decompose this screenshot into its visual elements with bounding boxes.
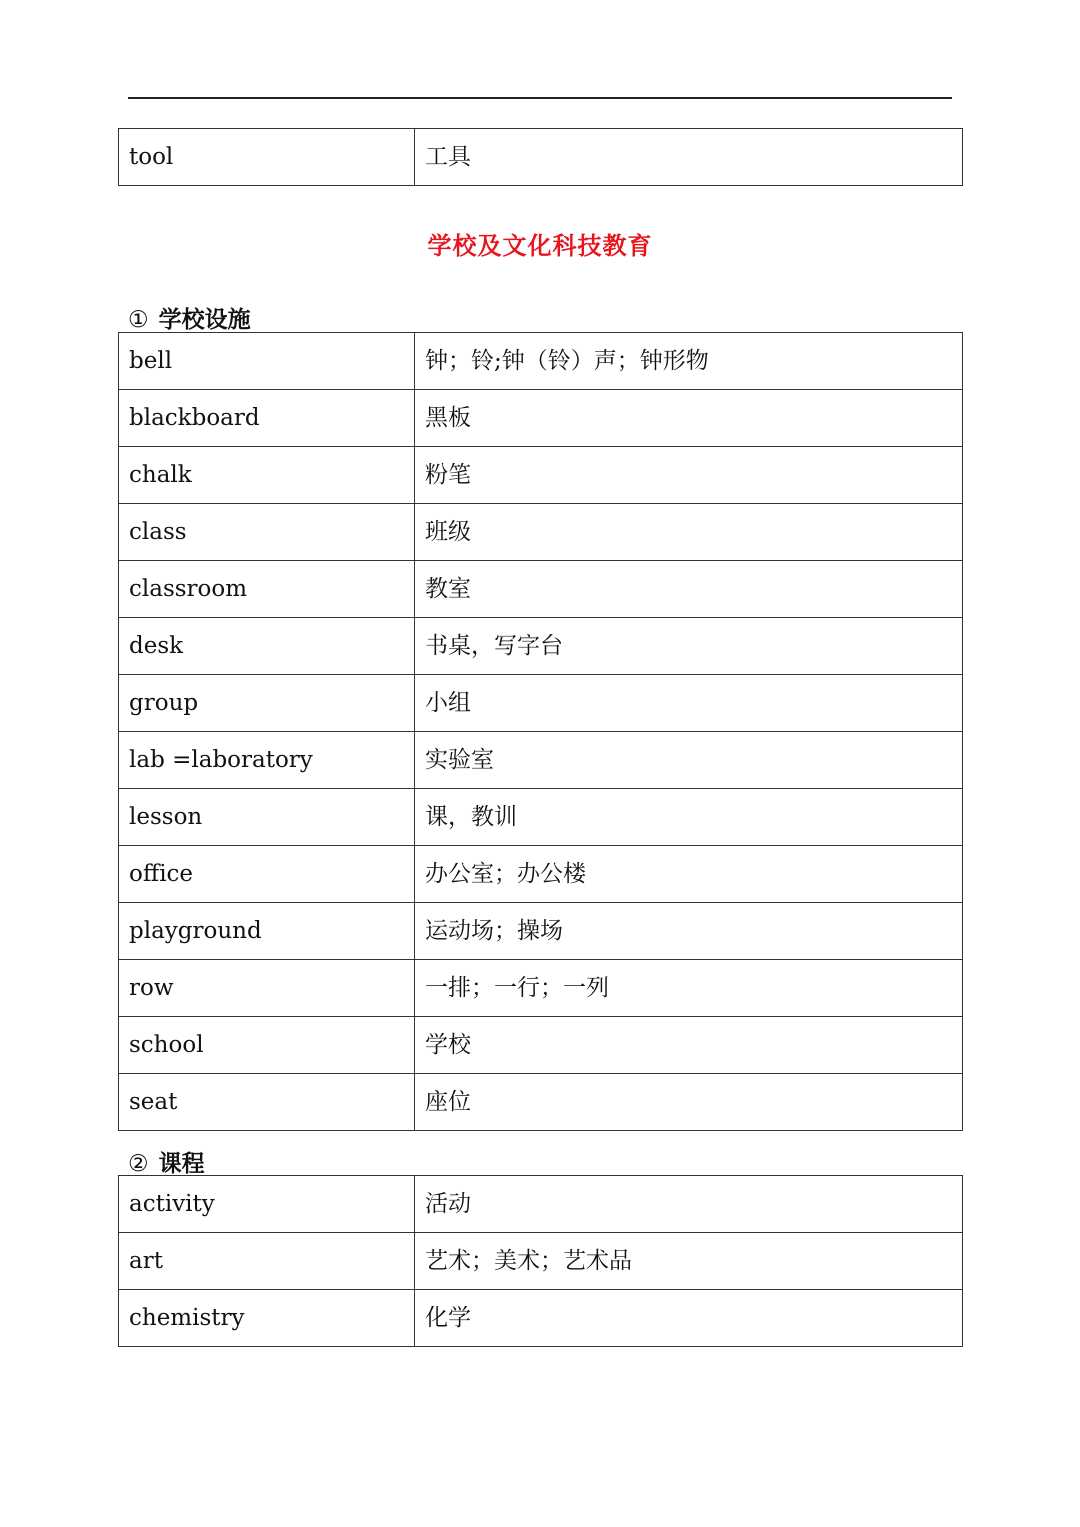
chinese-meaning: 实验室 [415, 732, 963, 789]
chinese-meaning: 化学 [415, 1290, 963, 1347]
chinese-meaning: 课，教训 [415, 789, 963, 846]
english-word: group [119, 675, 415, 732]
chinese-meaning: 教室 [415, 561, 963, 618]
english-word: lab =laboratory [119, 732, 415, 789]
chinese-meaning: 座位 [415, 1074, 963, 1131]
table-row [119, 390, 963, 447]
chinese-meaning: 办公室；办公楼 [415, 846, 963, 903]
chinese-meaning: 小组 [415, 675, 963, 732]
table-row [119, 447, 963, 504]
table-row [119, 960, 963, 1017]
chinese-meaning: 黑板 [415, 390, 963, 447]
table-row [119, 129, 963, 186]
chinese-meaning: 活动 [415, 1176, 963, 1233]
table-row [119, 789, 963, 846]
chinese-meaning: 学校 [415, 1017, 963, 1074]
table-row [119, 1176, 963, 1233]
table-row [119, 846, 963, 903]
english-word: school [119, 1017, 415, 1074]
chinese-meaning: 粉笔 [415, 447, 963, 504]
english-word: blackboard [119, 390, 415, 447]
english-word: desk [119, 618, 415, 675]
english-word: classroom [119, 561, 415, 618]
subsection-number: ② [128, 1151, 149, 1177]
chinese-meaning: 一排；一行；一列 [415, 960, 963, 1017]
section-title: 学校及文化科技教育 [427, 232, 653, 260]
english-word: activity [119, 1176, 415, 1233]
table-row [119, 732, 963, 789]
vocab-table-facilities [118, 332, 963, 1131]
table-row [119, 561, 963, 618]
chinese-meaning: 书桌，写字台 [415, 618, 963, 675]
vocab-table-tools [118, 128, 963, 186]
chinese-meaning: 钟；铃;钟（铃）声；钟形物 [415, 333, 963, 390]
english-word: lesson [119, 789, 415, 846]
english-word: office [119, 846, 415, 903]
english-word: playground [119, 903, 415, 960]
table-row [119, 1290, 963, 1347]
table-row [119, 618, 963, 675]
subsection-title: 学校设施 [158, 307, 251, 333]
english-word: bell [119, 333, 415, 390]
subsection-heading-courses [128, 1145, 205, 1178]
subsection-title: 课程 [158, 1151, 205, 1177]
chinese-meaning: 工具 [415, 129, 963, 186]
vocab-table-courses [118, 1175, 963, 1347]
table-row [119, 1233, 963, 1290]
table-row [119, 504, 963, 561]
chinese-meaning: 运动场；操场 [415, 903, 963, 960]
english-word: row [119, 960, 415, 1017]
english-word: tool [119, 129, 415, 186]
english-word: seat [119, 1074, 415, 1131]
chinese-meaning: 班级 [415, 504, 963, 561]
table-row [119, 903, 963, 960]
header-rule [128, 97, 952, 99]
english-word: class [119, 504, 415, 561]
english-word: chemistry [119, 1290, 415, 1347]
subsection-number: ① [128, 307, 149, 333]
english-word: art [119, 1233, 415, 1290]
table-row [119, 333, 963, 390]
table-row [119, 1017, 963, 1074]
table-row [119, 675, 963, 732]
chinese-meaning: 艺术；美术；艺术品 [415, 1233, 963, 1290]
english-word: chalk [119, 447, 415, 504]
subsection-heading-facilities [128, 301, 251, 334]
table-row [119, 1074, 963, 1131]
